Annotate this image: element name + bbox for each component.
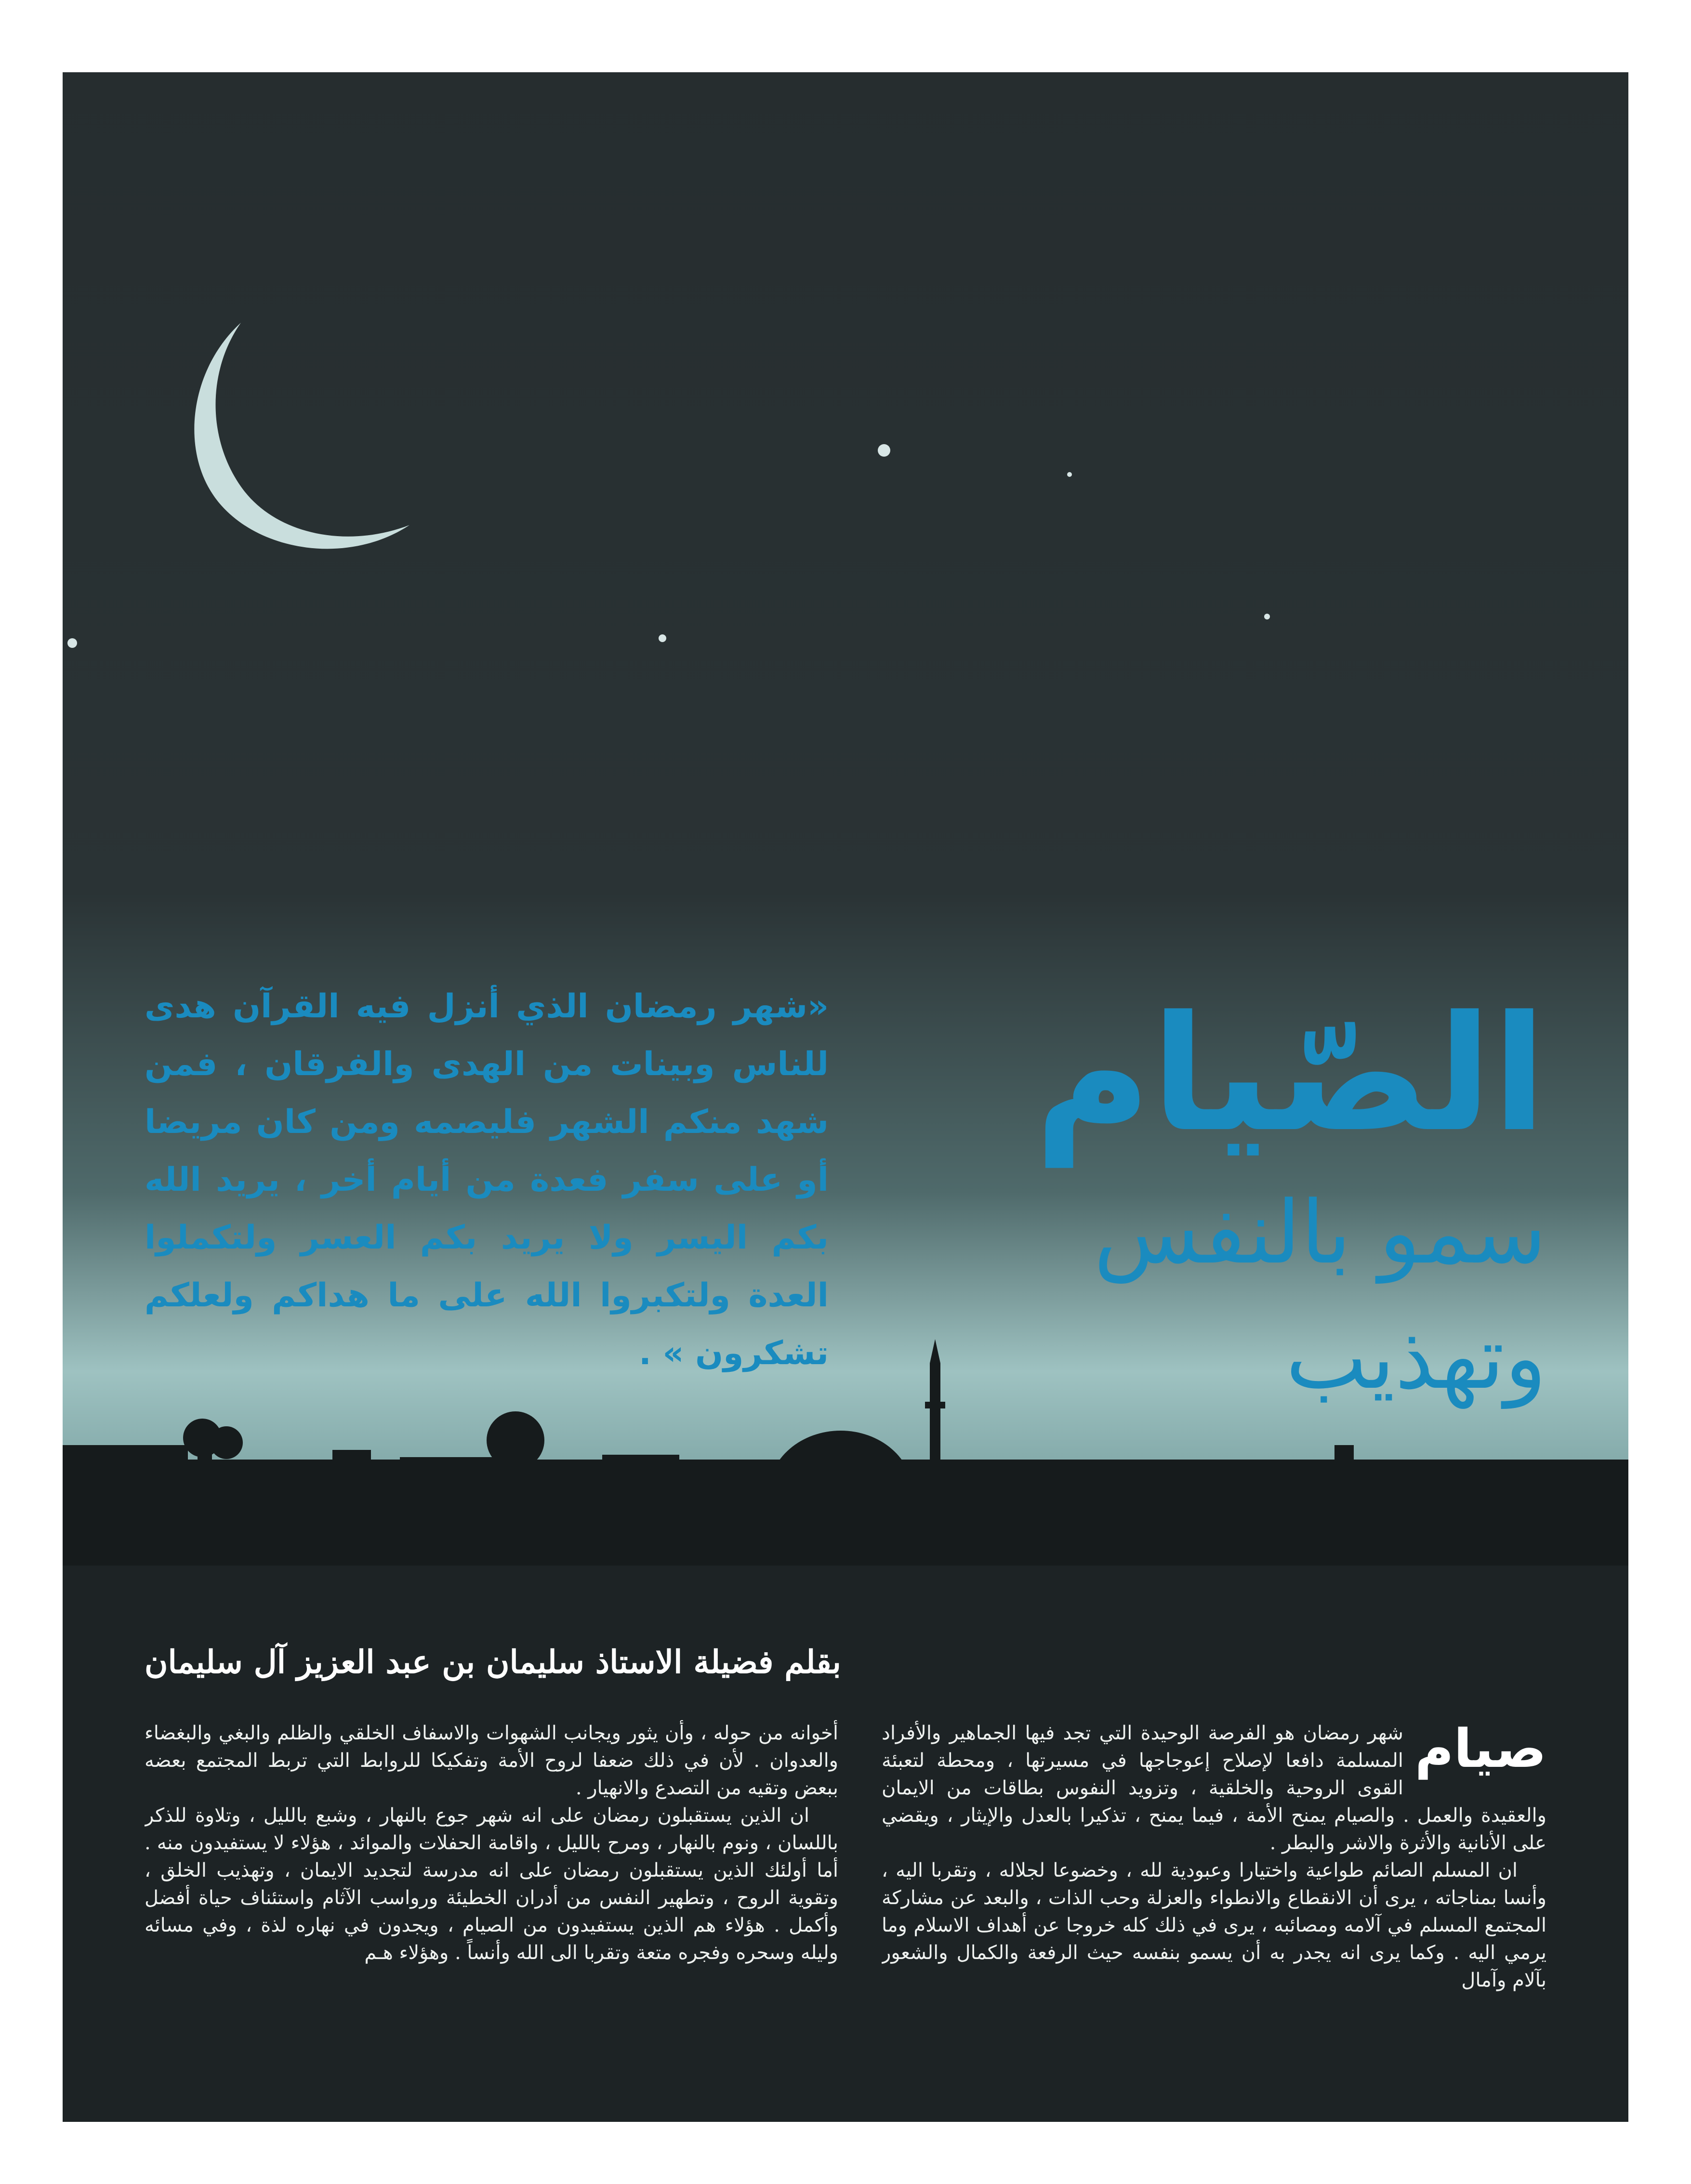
article-title: الصّيام [1034, 982, 1546, 1167]
paragraph: ان المسلم الصائم طواعية واختيارا وعبودية لله ، وخضوعا لجلاله ، وتقربا اليه ، وأنسا بمناجاته ، يرى أن الانقطاع والانطواء والعزلة وحب الذات ، والبعد عن مشاركة المجتمع المسلم في آلامه ومصائبه ، يرى في ذلك كله خروجا عن أهداف الاسلام وما يرمي اليه . وكما يرى انه يجدر به أن يسمو بنفسه حيث الرفعة والكمال والشعور بآلام وآمال [882, 1859, 1546, 1991]
drop-cap: صيام [1414, 1720, 1546, 1779]
star-icon [659, 634, 666, 642]
magazine-page [63, 72, 1628, 2122]
paragraph: ان الذين يستقبلون رمضان على انه شهر جوع بالنهار ، وشبع بالليل ، وتلاوة للذكر باللسان ، ونوم بالنهار ، ومرح بالليل ، واقامة الحفلات والموائد ، هؤلاء لا يستفيدون منه . أما أولئك الذين يستقبلون رمضان على انه مدرسة لتجديد الايمان ، وتهذيب الخلق ، وتقوية الروح ، وتطهير النفس من أدران الخطيئة ورواسب الآثام واستئناف حياة أفضل وأكمل . هؤلاء هم الذين يستفيدون من الصيام ، ويجدون في نهاره لذة ، وفي مسائه وليله وسحره وفجره متعة وتقربا الى الله وأنساً . وهؤلاء هـم [145, 1804, 838, 1964]
article-column-right [882, 1720, 1546, 2095]
article-column-left [145, 1720, 838, 2095]
star-icon [67, 638, 77, 648]
paragraph: أخوانه من حوله ، وأن يثور ويجانب الشهوات والاسفاف الخلقي والظلم والبغي والبغضاء والعدوان . لأن في ذلك ضعفا لروح الأمة وتفكيكا للروابط التي تربط المجتمع بعضه ببعض وتقيه من التصدع والانهيار . [145, 1722, 838, 1799]
star-icon [1264, 614, 1270, 619]
author-byline: بقلم فضيلة الاستاذ سليمان بن عبد العزيز آل سليمان [145, 1643, 841, 1681]
quran-verse: «شهر رمضان الذي أنزل فيه القرآن هدى للناس وبينات من الهدى والفرقان ، فمن شهد منكم الشهر فليصمه ومن كان مريضا أو على سفر فعدة من أيام أخر ، يريد الله بكم اليسر ولا يريد بكم العسر ولتكملوا العدة ولتكبروا الله على ما هداكم ولعلكم تشكرون » . [145, 987, 829, 1372]
star-icon [878, 444, 890, 457]
paragraph: شهر رمضان هو الفرصة الوحيدة التي تجد فيها الجماهير والأفراد المسلمة دافعا لإصلاح إعوجاجها في مسيرتها ، ومحطة لتعبئة القوى الروحية والخلقية ، وتزويد النفوس بطاقات من الايمان والعقيدة والعمل . والصيام يمنح الأمة ، فيما يمنح ، تذكيرا بالعدل والإيثار ، ويقضي على الأنانية والأثرة والاشر والبطر . [882, 1722, 1546, 1854]
star-icon [1067, 472, 1072, 477]
article-subtitle: سمو بالنفس وتهذيب [1094, 1183, 1546, 1408]
